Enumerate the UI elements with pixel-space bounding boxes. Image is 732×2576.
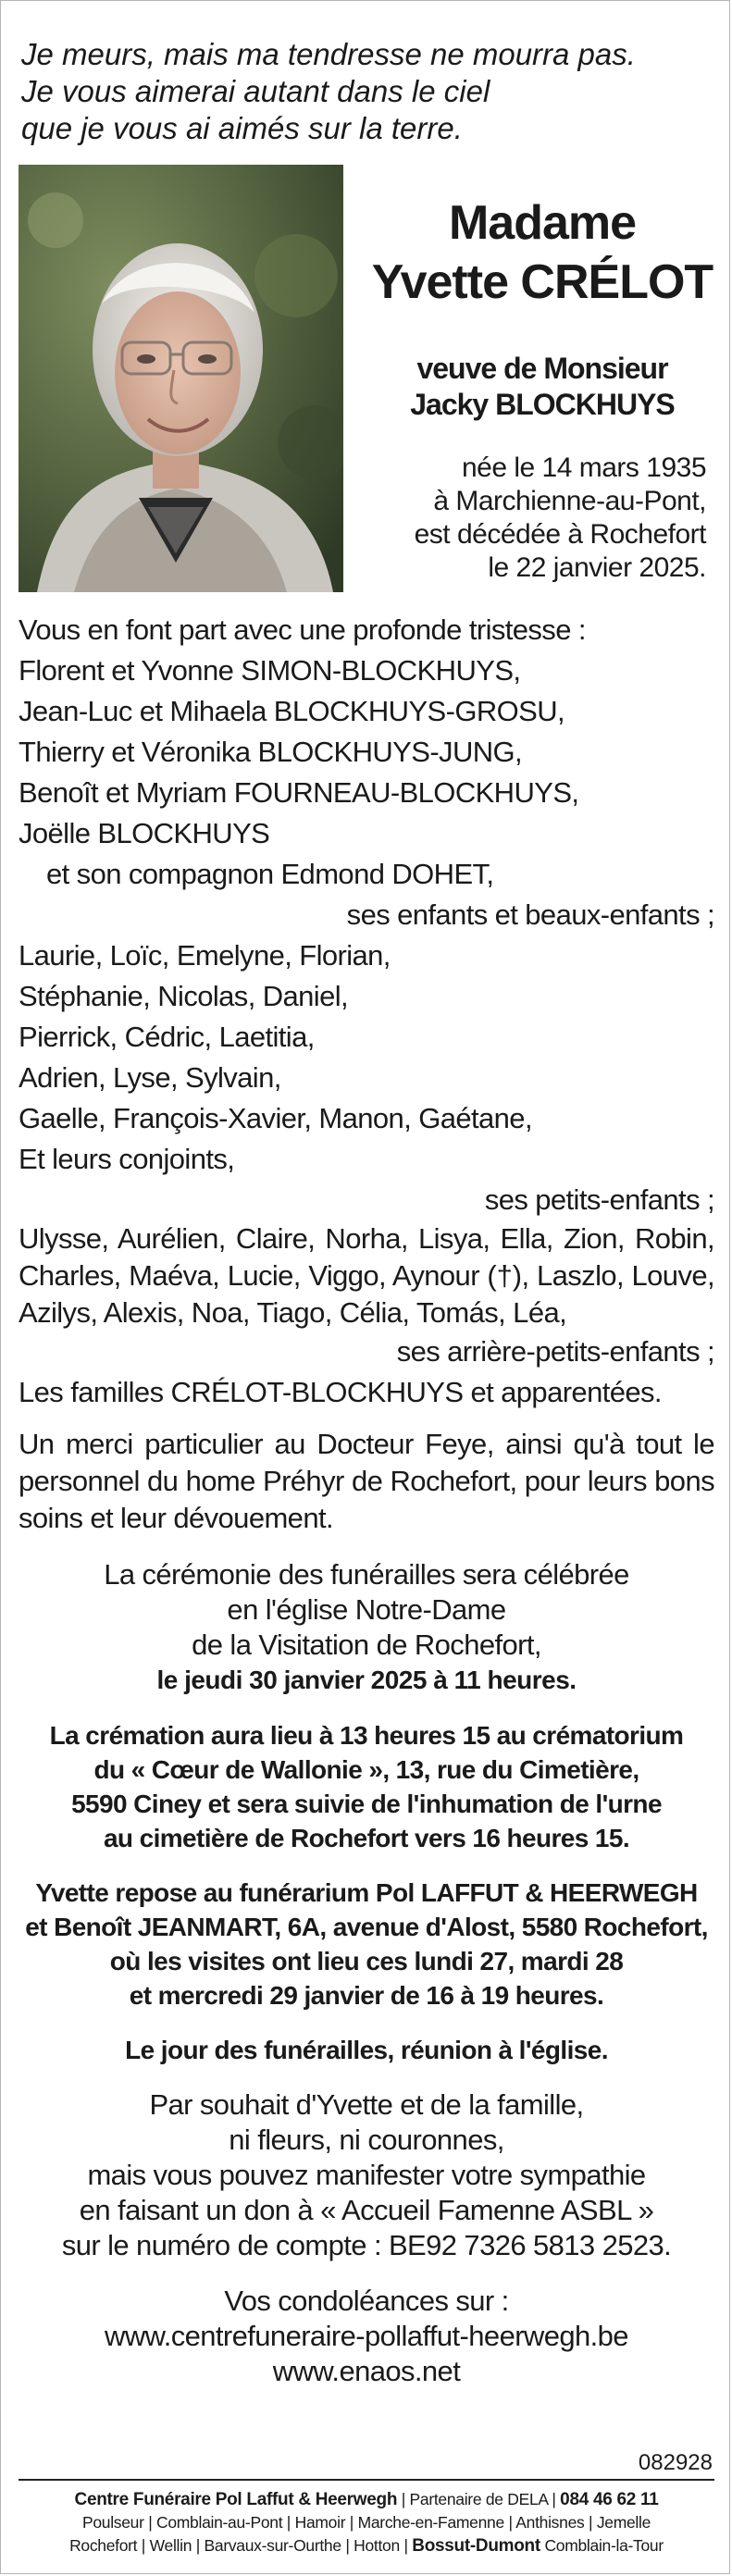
- condolences-label: Vos condoléances sur :: [224, 2285, 509, 2317]
- child-line: Jean-Luc et Mihaela BLOCKHUYS-GROSU,: [19, 695, 565, 727]
- poem-line: Je vous aimerai autant dans le ciel: [21, 74, 490, 108]
- deceased-name: Yvette CRÉLOT: [371, 255, 713, 309]
- grandchild-line: Adrien, Lyse, Sylvain,: [19, 1061, 281, 1094]
- footer-line-3: [19, 2534, 714, 2557]
- condolences-link-1[interactable]: www.centrefuneraire-pollaffut-heerwegh.be: [105, 2320, 628, 2352]
- wishes: [19, 2087, 714, 2263]
- cremation: [19, 1718, 714, 1855]
- wishes-line: sur le numéro de compte : BE92 7326 5813 2523.: [61, 2229, 672, 2261]
- grandchild-line: Laurie, Loïc, Emelyne, Florian,: [19, 939, 391, 972]
- condolences: [19, 2284, 714, 2389]
- meeting: Le jour des funérailles, réunion à l'église.: [125, 2036, 608, 2064]
- great-grandchildren: Ulysse, Aurélien, Claire, Norha, Lisya, Ella, Zion, Robin, Charles, Maéva, Lucie, Viggo, Aynour (†), Laszlo, Louve, Azilys, Alexis, Noa, Tiago, Célia, Tomás, Léa,: [19, 1222, 714, 1329]
- ceremony: [19, 1557, 714, 1698]
- child-line: Joëlle BLOCKHUYS: [19, 817, 270, 849]
- deceased-title: Madame: [448, 196, 637, 250]
- great-grandchildren-label: ses arrière-petits-enfants ;: [396, 1335, 714, 1368]
- grandchild-line: Stéphanie, Nicolas, Daniel,: [19, 980, 349, 1012]
- condolences-link-2[interactable]: www.enaos.net: [272, 2355, 461, 2387]
- visitation: [19, 1876, 714, 2012]
- ceremony-date: le jeudi 30 janvier 2025 à 11 heures.: [156, 1666, 577, 1694]
- widow-block: [369, 351, 715, 423]
- poem: [21, 36, 706, 147]
- families: Les familles CRÉLOT-BLOCKHUYS et apparentées.: [19, 1376, 662, 1408]
- footer-company: Centre Funéraire Pol Laffut & Heerwegh: [74, 2490, 398, 2509]
- children-label: ses enfants et beaux-enfants ;: [346, 898, 714, 931]
- footer-towns: Rochefort | Wellin | Barvaux-sur-Ourthe | Hotton |: [69, 2536, 413, 2555]
- portrait-photo-icon: [19, 165, 343, 592]
- grandchild-line: Gaelle, François-Xavier, Manon, Gaétane,: [19, 1102, 532, 1134]
- footer-line-2: Poulseur | Comblain-au-Pont | Hamoir | Marche-en-Famenne | Anthisnes | Jemelle: [81, 2513, 651, 2532]
- visitation-line: Yvette repose au funérarium Pol LAFFUT & HEERWEGH: [35, 1878, 698, 1907]
- visitation-line: et Benoît JEANMART, 6A, avenue d'Alost, 5580 Rochefort,: [25, 1913, 708, 1941]
- announcement: Vous en font part avec une profonde tristesse :: [19, 613, 586, 646]
- child-line: Thierry et Véronika BLOCKHUYS-JUNG,: [19, 736, 523, 768]
- visitation-line: où les visites ont lieu ces lundi 27, mardi 28: [109, 1947, 624, 1975]
- cremation-line: 5590 Ciney et sera suivie de l'inhumation de l'urne: [71, 1790, 662, 1818]
- reference-number: 082928: [638, 2450, 713, 2475]
- cremation-line: au cimetière de Rochefort vers 16 heures 15.: [103, 1824, 630, 1852]
- footer-bossut: Bossut-Dumont: [412, 2536, 540, 2556]
- portrait-photo: [19, 165, 343, 592]
- thanks: Un merci particulier au Docteur Feye, ainsi qu'à tout le personnel du home Préhyr de Rochefort, pour leurs bons soins et leur dévouement.: [19, 1428, 714, 1534]
- footer-partner: Partenaire de DELA: [409, 2490, 548, 2508]
- ceremony-line: La cérémonie des funérailles sera célébrée: [104, 1558, 629, 1591]
- footer: [19, 2488, 714, 2557]
- cremation-line: La crémation aura lieu à 13 heures 15 au crématorium: [49, 1721, 684, 1750]
- birth-death-line: à Marchienne-au-Pont,: [433, 486, 706, 516]
- grandchild-line: Et leurs conjoints,: [19, 1143, 235, 1175]
- cremation-line: du « Cœur de Wallonie », 13, rue du Cimetière,: [93, 1755, 639, 1784]
- wishes-line: ni fleurs, ni couronnes,: [229, 2124, 504, 2156]
- widow-line: veuve de Monsieur: [416, 352, 668, 385]
- ceremony-line: de la Visitation de Rochefort,: [192, 1629, 541, 1661]
- footer-separator: |: [397, 2490, 410, 2508]
- birth-death-line: née le 14 mars 1935: [461, 452, 706, 483]
- child-partner: et son compagnon Edmond DOHET,: [46, 858, 494, 890]
- grandchildren-label: ses petits-enfants ;: [484, 1183, 714, 1216]
- deceased-name-block: [369, 193, 715, 312]
- poem-line: que je vous ai aimés sur la terre.: [21, 111, 463, 145]
- footer-divider: [19, 2479, 714, 2481]
- grandchild-line: Pierrick, Cédric, Laetitia,: [19, 1021, 315, 1053]
- poem-line: Je meurs, mais ma tendresse ne mourra pas.: [21, 37, 636, 71]
- wishes-line: en faisant un don à « Accueil Famenne ASBL »: [79, 2194, 654, 2226]
- footer-line-1: [19, 2488, 714, 2511]
- wishes-line: Par souhait d'Yvette et de la famille,: [149, 2088, 584, 2121]
- widow-line: Jacky BLOCKHUYS: [410, 388, 675, 421]
- birth-death-line: le 22 janvier 2025.: [488, 552, 706, 583]
- footer-town-last: Comblain-la-Tour: [540, 2536, 664, 2555]
- notice-body: [19, 610, 714, 2389]
- child-line: Florent et Yvonne SIMON-BLOCKHUYS,: [19, 654, 521, 687]
- birth-death-line: est décédée à Rochefort: [414, 519, 706, 550]
- birth-death-block: [369, 452, 706, 585]
- child-line: Benoît et Myriam FOURNEAU-BLOCKHUYS,: [19, 776, 579, 809]
- footer-phone: 084 46 62 11: [560, 2490, 659, 2509]
- visitation-line: et mercredi 29 janvier de 16 à 19 heures.: [129, 1981, 604, 2010]
- ceremony-line: en l'église Notre-Dame: [227, 1593, 506, 1626]
- footer-separator: |: [547, 2490, 561, 2508]
- wishes-line: mais vous pouvez manifester votre sympathie: [87, 2159, 646, 2191]
